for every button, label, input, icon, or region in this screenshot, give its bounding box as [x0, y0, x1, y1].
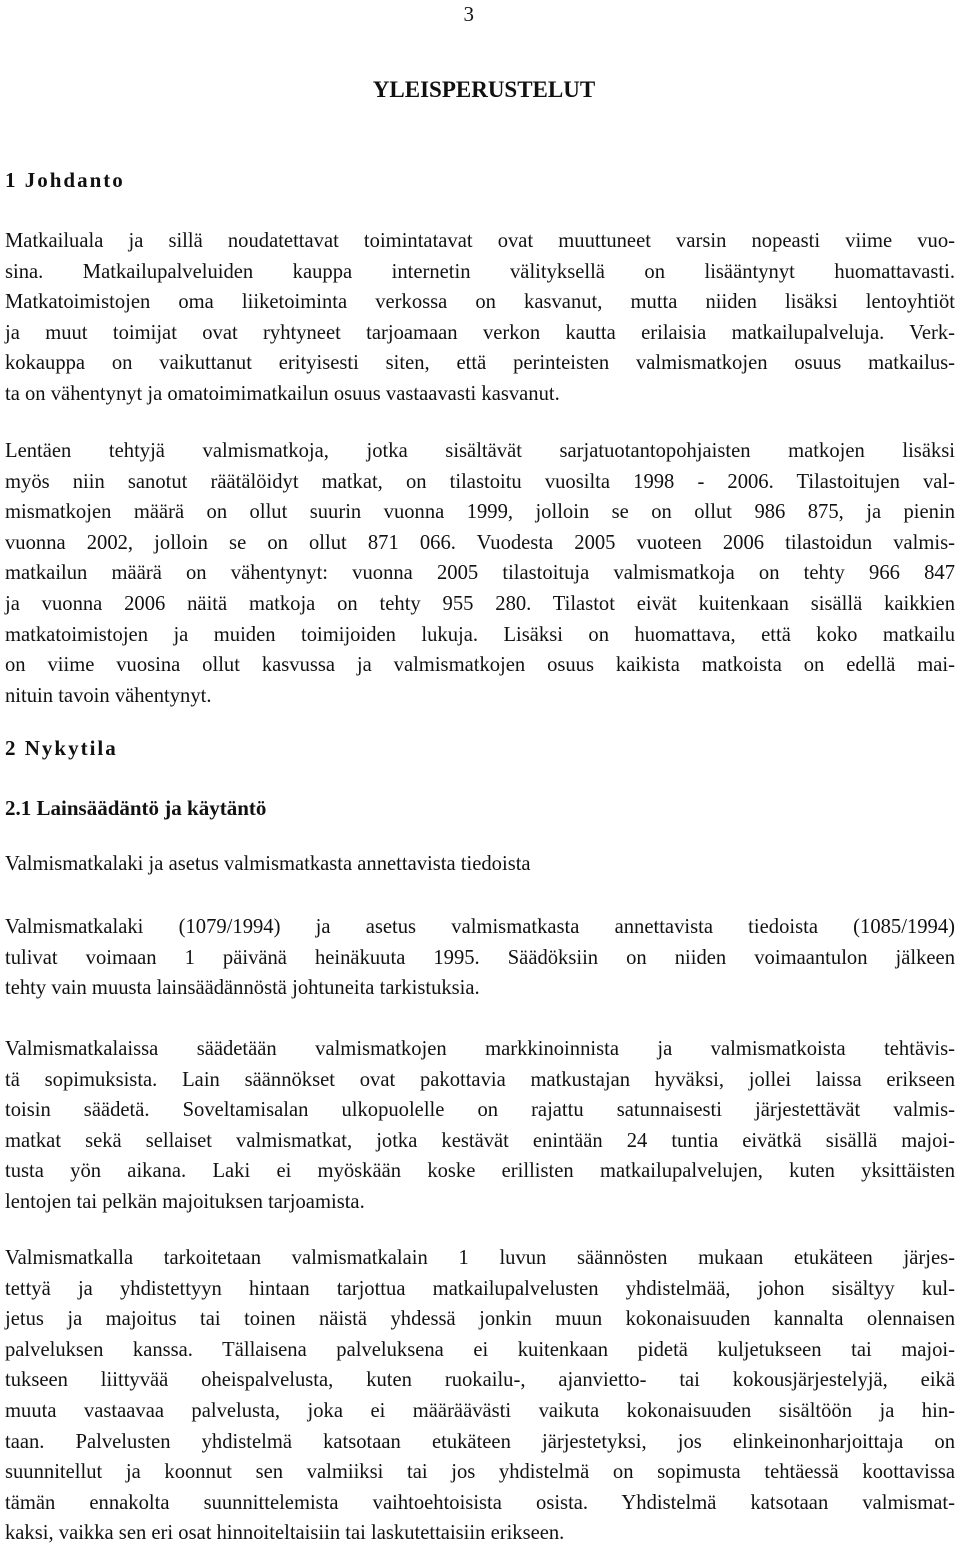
text-line: ja vuonna 2006 näitä matkoja on tehty 955 280. Tilastot eivät kuitenkaan sisällä kaikkien — [5, 592, 955, 615]
page-number: 3 — [463, 2, 474, 26]
subsection-heading: 2.1 Lainsäädäntö ja käytäntö — [5, 796, 267, 820]
text-line: nituin tavoin vähentynyt. — [5, 684, 212, 707]
section-heading-nykytila: 2 Nykytila — [5, 736, 118, 760]
text-line: muuta vastaavaa palvelusta, joka ei määräävästi vaikuta kokonaisuuden sisältöön ja hin- — [5, 1399, 955, 1422]
text-line: tusta yön aikana. Laki ei myöskään koske erillisten matkailupalvelujen, kuten yksittäisten — [5, 1160, 955, 1183]
text-line: ta on vähentynyt ja omatoimimatkailun osuus vastaavasti kasvanut. — [5, 382, 560, 405]
text-line: matkailun määrä on vähentynyt: vuonna 2005 tilastoituja valmismatkoja on tehty 966 847 — [5, 562, 955, 585]
text-line: Valmismatkalla tarkoitetaan valmismatkalain 1 luvun säännösten mukaan etukäteen järjes- — [5, 1247, 955, 1269]
text-line: toisin säädetä. Soveltamisalan ulkopuolelle on rajattu satunnaisesti järjestettävät valmis- — [5, 1099, 955, 1122]
text-line: taan. Palvelusten yhdistelmä katsotaan etukäteen järjestetyksi, jos elinkeinonharjoittaja on — [5, 1430, 955, 1453]
paragraph — [5, 1034, 955, 1218]
text-line: lentojen tai pelkän majoituksen tarjoamista. — [5, 1190, 365, 1213]
text-line: tettyä ja yhdistettyyn hintaan tarjottua matkailupalvelusten yhdistelmää, johon sisältyy kul- — [5, 1277, 955, 1300]
text-line: tä sopimuksista. Lain säännökset ovat pakottavia matkustajan hyväksi, jollei laissa erikseen — [5, 1068, 955, 1091]
text-line: Valmismatkalaki (1079/1994) ja asetus valmismatkasta annettavista tiedoista (1085/1994) — [5, 916, 955, 938]
text-line: Lentäen tehtyjä valmismatkoja, jotka sisältävät sarjatuotantopohjaisten matkojen lisäksi — [5, 440, 955, 462]
text-line: tämän ennakolta suunnittelemista vaihtoehtoisista osista. Yhdistelmä katsotaan valmismat- — [5, 1491, 955, 1514]
text-line: tukseen liittyvää oheispalvelusta, kuten ruokailu-, ajanvietto- tai kokousjärjestelyjä, eikä — [5, 1369, 955, 1392]
text-line: tehty vain muusta lainsäädännöstä johtuneita tarkistuksia. — [5, 977, 480, 1000]
text-line: on viime vuosina ollut kasvussa ja valmismatkojen osuus kaikista matkoista on edellä mai- — [5, 654, 955, 677]
text-line: palveluksen kanssa. Tällaisena palveluksena ei kuitenkaan pidetä kuljetukseen tai majoi- — [5, 1338, 955, 1361]
paragraph — [5, 226, 955, 410]
text-line: tulivat voimaan 1 päivänä heinäkuuta 1995. Säädöksiin on niiden voimaantulon jälkeen — [5, 946, 955, 969]
text-line: suunnitellut ja koonnut sen valmiiksi tai jos yhdistelmä on sopimusta tehtäessä koottavissa — [5, 1461, 955, 1484]
section-heading-johdanto: 1 Johdanto — [5, 168, 125, 192]
text-line: kokauppa on vaikuttanut erityisesti siten, että perinteisten valmismatkojen osuus matkailus- — [5, 352, 955, 375]
paragraph — [5, 912, 955, 1004]
text-line: ja muut toimijat ovat ryhtyneet tarjoamaan verkon kautta erilaisia matkailupalveluja. Verk- — [5, 321, 955, 344]
text-line: Matkailuala ja sillä noudatettavat toimintatavat ovat muuttuneet varsin nopeasti viime vuo- — [5, 230, 955, 252]
text-line: kaksi, vaikka sen eri osat hinnoiteltaisiin tai laskutettaisiin erikseen. — [5, 1522, 565, 1545]
text-line: Matkatoimistojen oma liiketoiminta verkossa on kasvanut, mutta niiden lisäksi lentoyhtiöt — [5, 291, 955, 314]
text-line: Valmismatkalaissa säädetään valmismatkojen markkinoinnista ja valmismatkoista tehtävis- — [5, 1038, 955, 1060]
text-line: jetus ja majoitus tai toinen näistä yhdessä jonkin muun kokonaisuuden kannalta olennaisen — [5, 1308, 955, 1331]
text-line: matkat sekä sellaiset valmismatkat, jotka kestävät enintään 24 tuntia eivätkä sisällä majoi- — [5, 1129, 955, 1152]
text-line: matkatoimistojen ja muiden toimijoiden lukuja. Lisäksi on huomattava, että koko matkailu — [5, 623, 955, 646]
text-line: sina. Matkailupalveluiden kauppa internetin välityksellä on lisääntynyt huomattavasti. — [5, 260, 955, 283]
text-line: mismatkojen määrä on ollut suurin vuonna 1999, jolloin se on ollut 986 875, ja pienin — [5, 501, 955, 524]
page-title: YLEISPERUSTELUT — [372, 77, 596, 102]
topic-line: Valmismatkalaki ja asetus valmismatkasta annettavista tiedoista — [5, 853, 531, 875]
paragraph — [5, 1243, 955, 1549]
text-line: vuonna 2002, jolloin se on ollut 871 066. Vuodesta 2005 vuoteen 2006 tilastoidun valmis- — [5, 531, 955, 554]
paragraph — [5, 436, 955, 711]
text-line: myös niin sanotut räätälöidyt matkat, on tilastoitu vuosilta 1998 - 2006. Tilastoitujen val- — [5, 470, 955, 493]
